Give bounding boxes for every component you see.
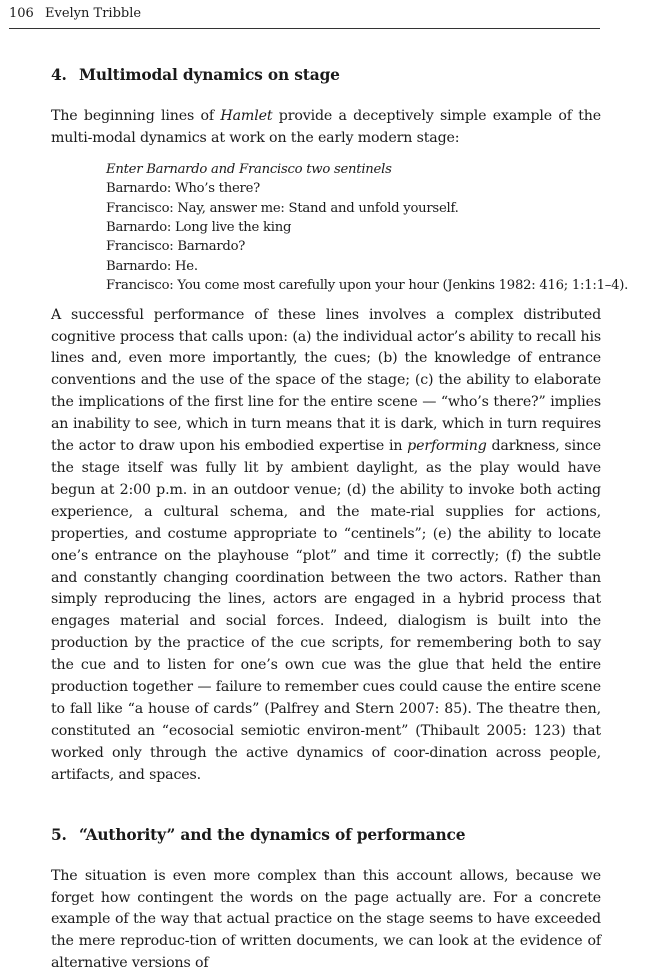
running-head <box>9 6 600 29</box>
quote-line: Barnardo: Long live the king <box>106 220 292 236</box>
section-5-title: “Authority” and the dynamics of performance <box>79 825 466 844</box>
body-text-end: darkness, since the stage itself was fully lit by ambient daylight, as the play would have begun at 2:00 p.m. in an outdoor venue; (d) the ability to invoke both acting experience, a cultural schema, and the mate-rial supplies for actions, properties, and costume appropriate to “centinels”; (e) the ability to locate one’s entrance on the playhouse “plot” and time it correctly; (f) the subtle and constantly changing coordination between the two actors. Rather than simply reproducing the lines, actors are engaged in a hybrid process that engages material and social forces. Indeed, dialogism is built into the production by the practice of the cue scripts, for remembering both to say the cue and to listen for one’s own cue was the glue that held the entire production together — failure to remember cues could cause the entire scene to fall like “a house of cards” (Palfrey and Stern 2007: 85). The theatre then, constituted an “ecosocial semiotic environ-ment” (Thibault 2005: 123) that worked only through the active dynamics of coor-dination across people, artifacts, and spaces. <box>51 438 601 783</box>
section-4-intro-paragraph <box>51 106 601 150</box>
section-4-number: 4. <box>51 66 67 84</box>
block-quote <box>106 160 629 296</box>
quote-line: Barnardo: He. <box>106 258 198 274</box>
section-4-title: Multimodal dynamics on stage <box>79 66 340 84</box>
quote-line: Francisco: Barnardo? <box>106 239 246 255</box>
section-5-number: 5. <box>51 825 67 844</box>
section-4-body-paragraph <box>51 305 601 787</box>
page-body <box>51 64 629 975</box>
running-head-author: Evelyn Tribble <box>45 6 142 21</box>
section-5-heading <box>51 824 601 846</box>
quote-line: Barnardo: Who’s there? <box>106 181 260 197</box>
quote-stage-direction: Enter Barnardo and Francisco two sentinels <box>106 161 392 177</box>
quote-line: Francisco: You come most carefully upon your hour (Jenkins 1982: 416; 1:1:1–4). <box>106 278 629 294</box>
section-4-heading <box>51 64 601 86</box>
page-number: 106 <box>9 6 34 21</box>
body-text-start: A successful performance of these lines involves a complex distributed cognitive process that calls upon: (a) the individual actor’s ability to recall his lines and, even more importantly, the cues; (b) the knowledge of entrance conventions and the use of the space of the stage; (c) the ability to elaborate the implications of the first line for the entire scene — “who’s there?” implies an inability to see, which in turn means that it is dark, which in turn requires the actor to draw upon his embodied expertise in <box>51 306 601 455</box>
quote-line: Francisco: Nay, answer me: Stand and unfold yourself. <box>106 200 459 216</box>
section-5-body-paragraph: The situation is even more complex than this account allows, because we forget how contingent the words on the page actually are. For a concrete example of the way that actual practice on the stage seems to have exceeded the mere reproduc-tion of written documents, we can look at the evidence of alternative versions of <box>51 867 601 972</box>
intro-text-end: provide a deceptively simple example of the multi-modal dynamics at work on the early modern stage: <box>51 108 601 146</box>
intro-text-start: The beginning lines of <box>51 108 221 124</box>
body-italic-word: performing <box>407 438 487 455</box>
intro-italic-title: Hamlet <box>220 108 273 124</box>
